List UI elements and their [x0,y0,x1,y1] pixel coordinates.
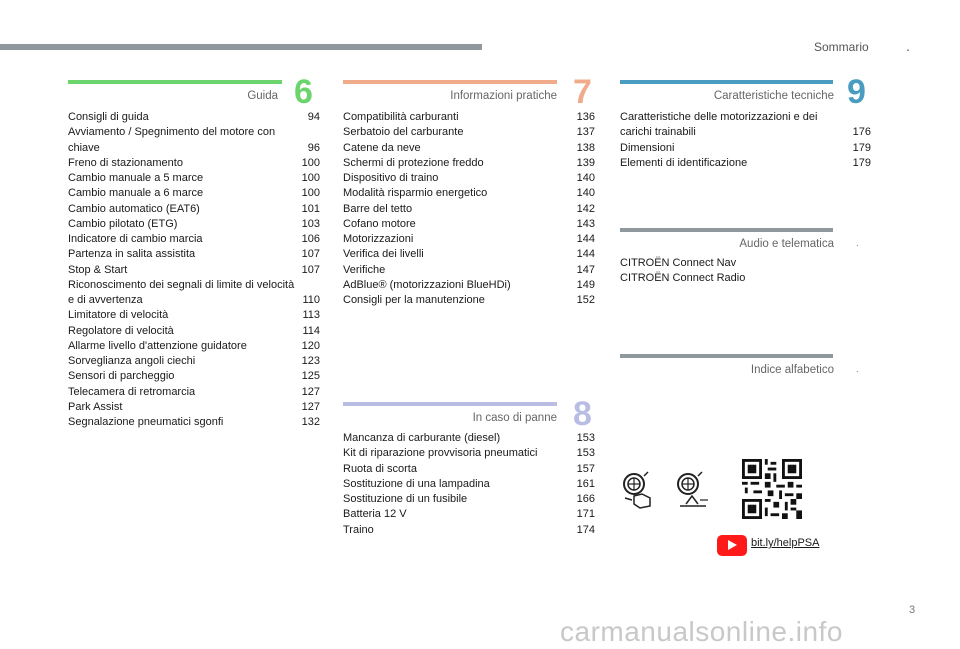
toc-entry[interactable] [68,369,320,384]
toc-entry[interactable] [343,202,595,217]
toc-entry[interactable] [343,171,595,186]
entry-label: Cambio automatico (EAT6) [68,202,200,215]
section-bar [620,228,833,232]
entry-label: Riconoscimento dei segnali di limite di velocità e di avvertenza [68,278,295,306]
toc-entry[interactable] [68,186,320,201]
section-number: 6 [294,73,313,111]
section-number: 9 [847,73,866,111]
toc-entry[interactable] [343,293,595,308]
entry-label: Barre del tetto [343,202,413,215]
entry-label: Schermi di protezione freddo [343,156,484,169]
section-bar [620,80,833,84]
toc-entry[interactable] [68,354,320,369]
entry-page: 96 [307,141,320,154]
entry-page: 125 [301,370,320,383]
entry-label: Caratteristiche delle motorizzazioni e dei carichi trainabili [620,111,818,139]
entry-label: Partenza in salita assistita [68,248,196,261]
entry-page: 114 [302,324,320,337]
youtube-icon[interactable] [717,535,747,556]
entry-label: Motorizzazioni [343,233,414,245]
section-title: Audio e telematica [739,238,834,250]
toc-entry[interactable] [343,263,595,278]
toc-entry[interactable] [68,232,320,247]
toc-entry[interactable] [68,202,320,217]
entries-list [343,431,595,538]
section-number: 7 [573,73,592,111]
header-dot: . [906,38,910,54]
toc-entry[interactable] [68,278,320,309]
toc-entry[interactable] [68,400,320,415]
entry-label: Ruota di scorta [343,462,417,475]
entry-page: 103 [301,217,320,230]
entry-page: 101 [301,202,320,215]
toc-entry[interactable] [68,339,320,354]
entry-page: 123 [301,355,320,367]
entry-label: Cambio manuale a 6 marce [68,187,204,200]
entry-page: 120 [301,339,320,352]
toc-entry[interactable] [343,110,595,125]
section-bar [620,354,833,358]
entry-label: Consigli di guida [68,111,149,123]
entry-page: 100 [301,156,320,169]
entry-page: 113 [302,309,320,322]
entry-page: 132 [301,416,320,428]
page-title: Sommario [814,40,869,54]
toc-entry[interactable] [343,232,595,247]
entry-label: Cambio pilotato (ETG) [68,217,178,230]
tyre-repair-kit-icon [620,470,656,510]
entry-label: Dimensioni [620,141,675,154]
entry-label: Modalità risparmio energetico [343,187,488,200]
entry-page: 100 [301,172,320,184]
entry-page: 143 [576,217,595,230]
entry-page: 153 [576,432,595,444]
entry-label: Elementi di identificazione [620,156,748,169]
section-title: Informazioni pratiche [450,90,557,102]
entry-page: 174 [576,523,595,536]
entry-page: 107 [301,263,320,276]
entry-page: 153 [576,447,595,460]
entry-page: 137 [576,126,595,139]
entry-label: Park Assist [68,400,123,413]
toc-entry[interactable] [620,156,871,171]
entry-page: 106 [301,233,320,245]
toc-entry[interactable] [343,141,595,156]
watermark: carmanualsonline.info [560,616,843,647]
entry-page: 107 [301,248,320,261]
entry-page: 136 [576,111,595,123]
page-number: 3 [909,604,916,616]
entry-label: Verifica dei livelli [343,248,424,261]
entry-label: Sostituzione di una lampadina [343,477,490,490]
section-title: Guida [247,90,278,102]
entry-label: Compatibilità carburanti [343,111,459,123]
toc-entry[interactable] [343,523,595,538]
section-title: Caratteristiche tecniche [713,90,834,102]
entry-label: CITROËN Connect Nav [620,257,737,269]
entry-label: Indicatore di cambio marcia [68,233,203,245]
entry-label: CITROËN Connect Radio [620,272,746,285]
toc-entry[interactable] [68,125,320,156]
entry-page: 161 [576,477,595,490]
entry-label: Traino [343,523,374,536]
toc-entry[interactable] [68,171,320,186]
entry-label: Kit di riparazione provvisoria pneumatici [343,447,538,460]
entry-label: Limitatore di velocità [68,309,169,322]
entry-label: Mancanza di carburante (diesel) [343,432,501,444]
entry-page: 140 [576,172,595,184]
entry-page: 94 [307,111,320,123]
section-bar [343,80,557,84]
toc-entry[interactable] [343,446,595,461]
toc-entry[interactable] [343,125,595,140]
toc-entry[interactable] [620,256,833,271]
toc-entry[interactable] [68,324,320,339]
qr-code[interactable] [742,459,802,519]
toc-entry[interactable] [343,247,595,262]
toc-entry[interactable] [343,507,595,522]
entry-page: 142 [576,202,595,215]
entry-page: 144 [576,233,595,245]
toc-entry[interactable] [343,217,595,232]
section-title: In caso di panne [472,412,557,424]
entry-page: 140 [576,187,595,200]
entry-label: Cofano motore [343,217,416,230]
toc-entry[interactable] [343,477,595,492]
section-dot: . [856,364,859,375]
entry-label: Sensori di parcheggio [68,370,175,383]
entry-page: 176 [852,126,871,139]
entry-label: Cambio manuale a 5 marce [68,172,204,184]
entries-list [620,256,833,287]
section-bar [343,402,557,406]
entry-page: 144 [576,248,595,261]
entry-page: 138 [576,141,595,154]
toc-entry[interactable] [68,156,320,171]
toc-entry[interactable] [68,110,320,125]
section-bar [68,80,282,84]
entry-label: Sorveglianza angoli ciechi [68,355,196,367]
toc-entry[interactable] [68,217,320,232]
entry-page: 139 [576,156,595,169]
entry-page: 149 [576,278,595,291]
toc-entry[interactable] [68,415,320,430]
entry-label: Avviamento / Spegnimento del motore con chiave [68,126,276,154]
toc-entry[interactable] [343,156,595,171]
entry-page: 127 [301,385,320,398]
entry-label: Freno di stazionamento [68,156,183,169]
entry-label: Regolatore di velocità [68,324,174,337]
entry-label: Verifiche [343,263,386,276]
entry-page: 110 [302,294,320,306]
entry-label: Telecamera di retromarcia [68,385,196,398]
toc-entry[interactable] [68,308,320,323]
entry-page: 171 [576,508,595,521]
toc-entry[interactable] [620,110,871,141]
entry-page: 157 [576,462,595,475]
entries-list [68,110,320,430]
header-bar [0,44,482,50]
entry-page: 152 [576,294,595,306]
entry-label: Serbatoio del carburante [343,126,464,139]
entry-label: AdBlue® (motorizzazioni BlueHDi) [343,278,511,291]
entry-label: Consigli per la manutenzione [343,294,485,306]
toc-entry[interactable] [68,385,320,400]
toc-entry[interactable] [68,263,320,278]
entries-list [620,110,871,171]
entry-page: 179 [852,156,871,169]
toc-entry[interactable] [343,431,595,446]
entry-page: 127 [301,400,320,413]
toc-entry[interactable] [620,141,871,156]
entry-label: Sostituzione di un fusibile [343,493,468,505]
entry-label: Catene da neve [343,141,421,154]
entry-page: 147 [576,263,595,276]
toc-entry[interactable] [620,271,833,286]
entry-page: 100 [301,187,320,200]
help-link[interactable]: bit.ly/helpPSA [751,537,820,549]
entry-label: Allarme livello d'attenzione guidatore [68,339,247,352]
entry-label: Batteria 12 V [343,508,407,521]
toc-entry[interactable] [68,247,320,262]
toc-entry[interactable] [343,278,595,293]
entry-page: 179 [852,141,871,154]
section-number: 8 [573,395,592,433]
entry-label: Dispositivo di traino [343,172,439,184]
toc-entry[interactable] [343,186,595,201]
entry-label: Segnalazione pneumatici sgonfi [68,416,224,428]
toc-entry[interactable] [343,492,595,507]
spare-wheel-jack-icon [674,470,714,510]
entry-label: Stop & Start [68,263,128,276]
section-title: Indice alfabetico [750,364,834,376]
toc-entry[interactable] [343,462,595,477]
entry-page: 166 [576,493,595,505]
entries-list [343,110,595,308]
section-dot: . [856,238,859,249]
